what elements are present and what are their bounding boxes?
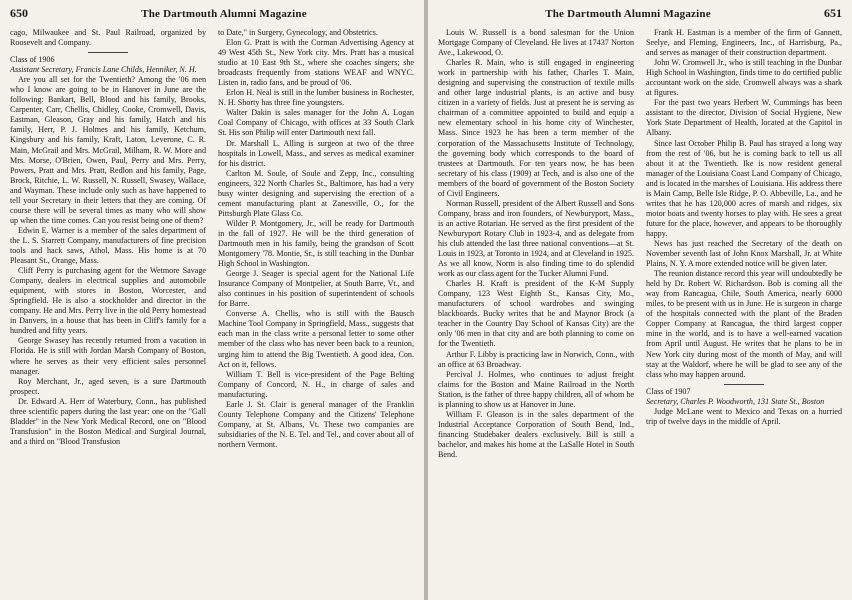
paragraph: The reunion distance record this year will undoubtedly be held by Dr. Robert W. Richardson. Bob is coming all the way from Rancagua, Chile, South America, nearly 6000 miles, to be present with us in June. He is surgeon in charge of the hospitals connected with the plant of the Braden Copper Company at Rancagua, the third largest copper mine in the world, and is to have a well-earned vacation from April until August. He writes that he plans to be in New York city during most of the month of May, and will stay at the Waldorf, where he will be glad to see any of the class who may happen around.: [646, 269, 842, 379]
paragraph: Louis W. Russell is a bond salesman for the Union Mortgage Company of Cleveland. He lives at 17437 Norton Ave., Lakewood, O.: [438, 28, 634, 58]
running-title: The Dartmouth Alumni Magazine: [141, 8, 307, 20]
right-page-columns: [438, 28, 842, 598]
paragraph: Norman Russell, president of the Albert Russell and Sons Company, brass and iron founders, of Newburyport, Mass., is an active Rotarian. He served as the first president of the Newburyport Rotary Club in 1923-4, and as delegate from his club attended the last three national conventions—at St. Louis in 1923, at Toronto in 1924, and at Cleveland in 1925. As we all know, Norm is also finding time to do splendid work as our class agent for the Tucker Alumni Fund.: [438, 198, 634, 279]
paragraph: Percival J. Holmes, who continues to adjust freight claims for the Boston and Maine Railroad in the North Station, is the father of three happy children, all of whom he is planning to show us at Hanover in June.: [438, 369, 634, 409]
paragraph: Arthur F. Libby is practicing law in Norwich, Conn., with an office at 63 Broadway.: [438, 349, 634, 369]
paragraph: Charles R. Main, who is still engaged in engineering work in partnership with his father, Charles T. Main, designing and supervising the construction of textile mills and other large industrial plants, is an active and busy citizen in a variety of fields. Just at present he is serving as chairman of a committee appointed to build and equip a new elementary school in his home city of Winchester, Mass. Since 1923 he has been a term member of the corporation of the Massachusetts Institute of Technology, the governing body which corresponds to the board of trustees at Dartmouth. For ten years now, he has been secretary of his class (1909) at Tech, and is also one of the members of the board of government of the Boston Society of Civil Engineers.: [438, 58, 634, 198]
paragraph: Since last October Philip B. Paul has strayed a long way from the rest of '06, but he is coming back to tell us all about it at the Twentieth. Ike is now resident general manager of the Louisiana Coast Land Company of Chicago, and is located in the marshes of Louisiana. His address there is Main Camp, Belle Isle Ridge, P. O. Abbeville, La., and he writes that he has 120,000 acres of marsh and ridges, six motor boats and twenty horses to play with. He sees a great future for the place, however, and appears to be thoroughly happy.: [646, 138, 842, 238]
divider: [88, 52, 128, 53]
paragraph: Elon G. Pratt is with the Corman Advertising Agency at 49 West 45th St., New York city. Mrs. Pratt has a musical studio at 10 East 9th St., where she coaches singers; she broadcasts frequently from stations WEAF and WNYC. Listen in, radio fans, and be proud of '06.: [218, 38, 414, 88]
paragraph: For the past two years Herbert W. Cummings has been assistant to the director, Division of Social Hygiene, New York State Department of Health, located at the Capitol in Albany.: [646, 98, 842, 138]
column-2: [646, 28, 842, 598]
page-number: 650: [10, 6, 28, 20]
paragraph: George Swasey has recently returned from a vacation in Florida. He is still with Jordan Marsh Company of Boston, where he serves as their very efficient sales personnel manager.: [10, 336, 206, 376]
column-1: [438, 28, 634, 598]
left-page-columns: [10, 28, 414, 598]
paragraph: cago, Milwaukee and St. Paul Railroad, organized by Roosevelt and Company.: [10, 28, 206, 48]
column-1: [10, 28, 206, 598]
right-page: [428, 0, 852, 600]
paragraph: William T. Bell is vice-president of the Page Belting Company of Concord, N. H., in charge of sales and manufacturing.: [218, 369, 414, 399]
paragraph: Charles H. Kraft is president of the K-M Supply Company, 123 West Eighth St., Kansas City, Mo., manufacturers of school wardrobes and swinging blackboards. Bucky writes that he and Maynor Brock (a teacher in the Country Day School of Kansas City) are the only '06 men in that city and are both planning to come on for the Twentieth.: [438, 279, 634, 349]
paragraph: William F. Gleason is in the sales department of the Industrial Acceptance Corporation of South Bend, Ind., financing Studebaker dealers exclusively. Bill is still a bachelor, and makes his home at the LaSalle Hotel in South Bend.: [438, 409, 634, 459]
running-title: The Dartmouth Alumni Magazine: [545, 8, 711, 20]
paragraph: Cliff Perry is purchasing agent for the Wetmore Savage Company, dealers in electrical supplies and automobile equipment, with stores in Boston, Worcester, and Springfield. He is also a stockholder and director in the company. He and Mrs. Perry live in the old Perry homestead in Danvers, in a house that has been in Cliff's family for a hundred and fifty years.: [10, 266, 206, 336]
paragraph: News has just reached the Secretary of the death on November seventh last of John Knox Marshall, Jr. at White Plains, N. Y. A more extended notice will be given later.: [646, 238, 842, 269]
class-secretary: Assistant Secretary, Francis Lane Childs, Henniker, N. H.: [10, 65, 197, 75]
paragraph: Dr. Marshall L. Alling is surgeon at two of the three hospitals in Lowell, Mass., and serves as medical examiner for his district.: [218, 138, 414, 168]
right-page-header: [438, 6, 842, 28]
column-2: [218, 28, 414, 598]
paragraph: Walter Dakin is sales manager for the John A. Logan Coal Company of Chicago, with offices at 33 South Clark St. His son Philip will enter Dartmouth next fall.: [218, 108, 414, 138]
paragraph: Judge McLane went to Mexico and Texas on a hurried trip of twelve days in the middle of April.: [646, 406, 842, 426]
left-page: [0, 0, 424, 600]
class-heading: Class of 1906: [10, 55, 55, 65]
paragraph: George J. Seager is special agent for the National Life Insurance Company of Montpelier, at South Barre, Vt., and also continues in his position of superintendent of schools for Barre.: [218, 269, 414, 309]
page-number: 651: [824, 6, 842, 20]
paragraph: Carlton M. Soule, of Soule and Zepp, Inc., consulting engineers, 322 North Charles St., Baltimore, has had a very busy winter designing and supervising the erection of a cement manufacturing plant at Zanesville, O., for the Pittsburgh Plate Glass Co.: [218, 168, 414, 218]
paragraph: Wilder P. Montgomery, Jr., will be ready for Dartmouth in the fall of 1927. He will be the third generation of Dartmouth men in his family, being the grandson of Scott Montgomery '78. Montie, Sr., is still teaching in the Dunbar High School in Washington.: [218, 218, 414, 269]
paragraph: Edwin E. Warner is a member of the sales department of the L. S. Starrett Company, manufacturers of fine precision tools and hack saws, Athol, Mass. His home is at 70 Pleasant St., Orange, Mass.: [10, 225, 206, 266]
paragraph: John W. Cromwell Jr., who is still teaching in the Dunbar High School in Washington, finds time to do certified public accountant work on the side. Cromwell always was a shark at figures.: [646, 58, 842, 98]
paragraph: Earle J. St. Clair is general manager of the Franklin County Telephone Company and the Citizens' Telephone Company, at St. Albans, Vt. These two companies are subsidiaries of the N. E. Tel. and Tel., and cover about all of northern Vermont.: [218, 399, 414, 449]
class-secretary: Secretary, Charles P. Woodworth, 131 State St., Boston: [646, 396, 825, 406]
paragraph: to Date," in Surgery, Gynecology, and Obstetrics.: [218, 28, 378, 37]
paragraph: Frank H. Eastman is a member of the firm of Gannett, Seelye, and Fleming, Engineers, Inc., of Harrisburg, Pa., and serves as manager of their construction department.: [646, 28, 842, 58]
paragraph: Erlon H. Neal is still in the lumber business in Rochester, N. H. Shorty has three fine youngsters.: [218, 88, 414, 108]
paragraph: Are you all set for the Twentieth? Among the '06 men who I know are going to be in Hanover in June are the following: Bankart, Bell, Blood and his family, Brooks, Carpenter, Carr, Chellis, Chidley, Cooke, Cromwell, Davis, Eastman, Gleason, Gray and his family, Hatch and his family, Herr, P. J. Holmes and his family, Ketchum, Kingsbury and his family, Kraft, Laton, Leverone, C. R. Main, McGrail and Mrs. McGrail, Milham, R. W. More and Mrs. Morse, O'Brien, Owen, Paul, Perry and Mrs. Perry, Powers, Pratt and Mrs. Pratt, Redlon and his family, Page, Brock, Ritchie, L. W. Russell, N. Russell, Swasey, Wallace, and Wayman. These include only such as have happened to tell your Secretary in their letters that they are coming. Of course there will be several times as many who will show up when the time comes. Can you resist being one of them?: [10, 75, 206, 225]
paragraph: Dr. Edward A. Herr of Waterbury, Conn., has published three scientific papers during the last year: one on the "Gall Bladder" in the New York Medical Record, one on "Blood Transfusion" in the Boston Medical and Surgical Journal, and a third on "Blood Transfusion: [10, 396, 206, 446]
paragraph: Roy Merchant, Jr., aged seven, is a sure Dartmouth prospect.: [10, 376, 206, 396]
paragraph: Converse A. Chellis, who is still with the Bausch Machine Tool Company in Springfield, Mass., suggests that each man in the class write a personal letter to some other member of the class who has never been back to a reunion, urging him to attend the Big Twentieth. A good idea, Con. Act on it, fellows.: [218, 309, 414, 369]
divider: [724, 384, 764, 385]
left-page-header: [10, 6, 414, 28]
class-heading: Class of 1907: [646, 386, 691, 396]
